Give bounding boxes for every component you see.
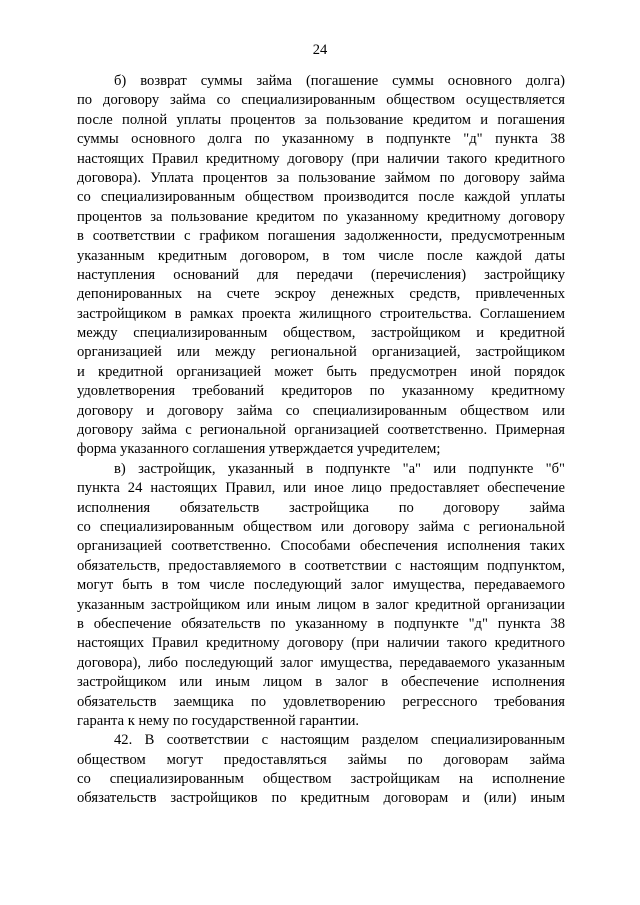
paragraph-line: указанным застройщиком или иным лицом в залог кредитной организации <box>77 596 565 613</box>
paragraph-line: в соответствии с графиком погашения задолженности, предусмотренным <box>77 228 565 245</box>
paragraph-line: 42. В соответствии с настоящим разделом специализированным <box>114 732 565 749</box>
paragraph-b <box>77 72 565 460</box>
paragraph-line: гаранта к нему по государственной гарантии. <box>77 712 360 729</box>
paragraph-line: указанным кредитным договором, в том числе после каждой даты <box>77 247 565 264</box>
paragraph-line: депонированных на счете эскроу денежных средств, привлеченных <box>77 286 565 303</box>
paragraph-line: исполнения обязательств застройщика по договору займа <box>77 499 565 516</box>
paragraph-line: могут быть в том числе последующий залог имущества, передаваемого <box>77 577 565 594</box>
paragraph-line: между специализированным обществом, застройщиком и кредитной <box>77 325 565 342</box>
paragraph-line: обязательств, предоставляемого в соответствии с настоящим подпунктом, <box>77 557 565 574</box>
paragraph-line: со специализированным обществом или договору займа с региональной <box>77 518 565 535</box>
paragraph-line: договора). Уплата процентов за пользование займом по договору займа <box>77 169 565 186</box>
paragraph-line: со специализированным обществом производится после каждой уплаты <box>77 189 565 206</box>
paragraph-line: после полной уплаты процентов за пользование кредитом и погашения <box>77 111 565 128</box>
paragraph-line: договору займа с региональной организацией соответственно. Примерная <box>77 422 565 439</box>
paragraph-line: и кредитной организацией может быть предусмотрен иной порядок <box>77 363 565 380</box>
paragraph-line: застройщиком в рамках проекта жилищного строительства. Соглашением <box>77 305 565 322</box>
paragraph-line: в обеспечение обязательств по указанному в подпункте "д" пункта 38 <box>77 615 565 632</box>
paragraph-line: застройщиком или иным лицом в залог в обеспечение исполнения <box>77 674 565 691</box>
paragraph-line: форма указанного соглашения утверждается учредителем; <box>77 441 441 458</box>
paragraph-line: организацией соответственно. Способами обеспечения исполнения таких <box>77 538 565 555</box>
paragraph-v <box>77 460 565 731</box>
paragraph-line: договора), либо последующий залог имущества, передаваемого указанным <box>77 654 565 671</box>
paragraph-line: настоящих Правил кредитному договору (при наличии такого кредитного <box>77 635 565 652</box>
paragraph-line: процентов за пользование кредитом по указанному кредитному договору <box>77 208 565 225</box>
paragraph-line: в) застройщик, указанный в подпункте "а" или подпункте "б" <box>114 460 565 477</box>
paragraph-line: со специализированным обществом застройщикам на исполнение <box>77 771 565 788</box>
paragraph-line: обязательств застройщиков по кредитным договорам и (или) иным <box>77 790 565 807</box>
paragraph-line: удовлетворения требований кредиторов по указанному кредитному <box>77 383 565 400</box>
paragraph-line: пункта 24 настоящих Правил, или иное лицо предоставляет обеспечение <box>77 480 565 497</box>
paragraph-line: обществом могут предоставляться займы по договорам займа <box>77 751 565 768</box>
paragraph-line: суммы основного долга по указанному в подпункте "д" пункта 38 <box>77 131 565 148</box>
paragraph-line: по договору займа со специализированным обществом осуществляется <box>77 92 565 109</box>
body-text <box>77 72 565 809</box>
page-number: 24 <box>312 42 328 58</box>
paragraph-line: настоящих Правил кредитному договору (при наличии такого кредитного <box>77 150 565 167</box>
paragraph-line: наступления оснований для передачи (перечисления) застройщику <box>77 266 565 283</box>
paragraph-line: организацией или между региональной организацией, застройщиком <box>77 344 565 361</box>
paragraph-42 <box>77 731 565 809</box>
paragraph-line: договору и договору займа со специализированным обществом или <box>77 402 565 419</box>
paragraph-line: обязательств заемщика по удовлетворению регрессного требования <box>77 693 565 710</box>
paragraph-line: б) возврат суммы займа (погашение суммы основного долга) <box>114 73 565 89</box>
